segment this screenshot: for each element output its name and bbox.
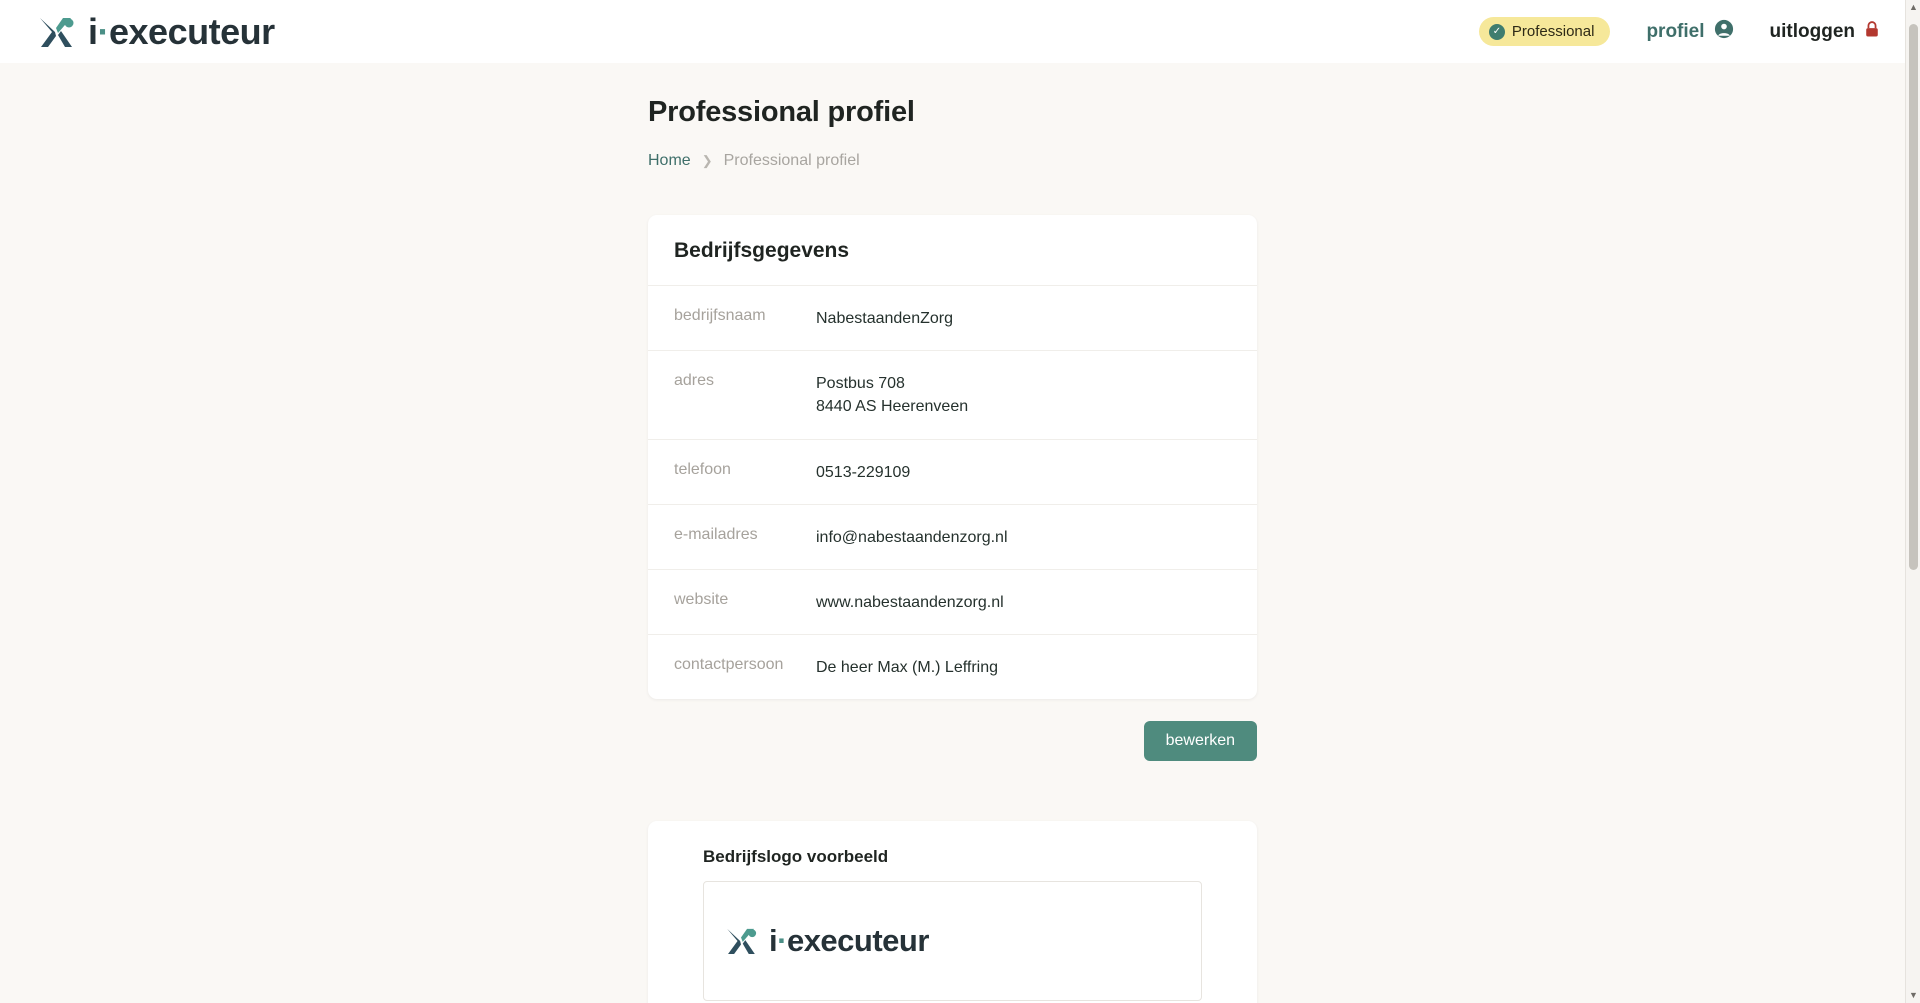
row-label-contactpersoon: contactpersoon bbox=[674, 656, 784, 674]
preview-logo-executeur: executeur bbox=[786, 923, 929, 959]
vertical-scrollbar[interactable] bbox=[1905, 0, 1920, 1003]
row-value-website: www.nabestaandenzorg.nl bbox=[816, 593, 1004, 611]
brand-logo-text bbox=[88, 11, 275, 53]
table-row bbox=[648, 351, 1257, 439]
table-row bbox=[648, 635, 1257, 699]
logo-text-dash: · bbox=[97, 10, 110, 52]
row-value-adres-line2: 8440 AS Heerenveen bbox=[816, 398, 969, 416]
scroll-up-arrow-icon[interactable]: ▲ bbox=[1909, 2, 1918, 12]
page-title: Professional profiel bbox=[648, 96, 915, 128]
chevron-right-icon: ❯ bbox=[701, 153, 713, 168]
row-value-emailadres: info@nabestaandenzorg.nl bbox=[816, 528, 1008, 546]
company-data-card-heading: Bedrijfsgegevens bbox=[648, 215, 1257, 286]
check-circle-icon: ✓ bbox=[1489, 24, 1505, 40]
table-row bbox=[648, 440, 1257, 505]
row-value-adres bbox=[816, 372, 968, 418]
row-label-emailadres: e-mailadres bbox=[674, 525, 758, 543]
x-mark-logo-icon bbox=[34, 10, 78, 54]
company-logo-card bbox=[648, 821, 1257, 1003]
row-value-bedrijfsnaam: NabestaandenZorg bbox=[816, 310, 953, 327]
row-label-website: website bbox=[674, 590, 729, 608]
preview-logo-dash: · bbox=[777, 923, 787, 959]
breadcrumb-item-current: Professional profiel bbox=[723, 152, 860, 169]
nav-link-profiel-label: profiel bbox=[1646, 20, 1705, 42]
scrollbar-thumb[interactable] bbox=[1909, 24, 1918, 570]
table-row bbox=[648, 286, 1257, 351]
company-logo-preview bbox=[703, 881, 1202, 1001]
table-row bbox=[648, 505, 1257, 570]
logo-text-i: i bbox=[88, 10, 98, 52]
brand-logo[interactable] bbox=[34, 10, 275, 54]
status-badge-professional bbox=[1479, 17, 1611, 46]
company-logo-preview-text bbox=[769, 923, 929, 959]
preview-logo-i: i bbox=[769, 923, 778, 959]
nav-link-profiel[interactable] bbox=[1646, 19, 1733, 45]
status-badge-label: Professional bbox=[1511, 23, 1595, 40]
row-value-contactpersoon: De heer Max (M.) Leffring bbox=[816, 659, 998, 677]
lock-icon bbox=[1864, 20, 1880, 44]
edit-button[interactable]: bewerken bbox=[1144, 721, 1257, 761]
row-value-telefoon: 0513-229109 bbox=[816, 463, 911, 481]
breadcrumb bbox=[0, 152, 1920, 170]
company-logo-card-heading: Bedrijfslogo voorbeeld bbox=[703, 847, 889, 867]
top-navigation-bar bbox=[0, 0, 1920, 63]
card-actions bbox=[648, 721, 1257, 761]
row-value-adres-line1: Postbus 708 bbox=[816, 375, 905, 393]
row-label-telefoon: telefoon bbox=[674, 460, 731, 478]
page-scroll-region bbox=[0, 63, 1920, 1003]
table-row bbox=[648, 570, 1257, 635]
top-nav-right-group bbox=[1479, 17, 1880, 46]
row-label-adres: adres bbox=[674, 372, 715, 390]
user-circle-icon bbox=[1714, 19, 1734, 45]
scroll-down-arrow-icon[interactable]: ▼ bbox=[1909, 990, 1918, 1000]
row-label-bedrijfsnaam: bedrijfsnaam bbox=[674, 307, 766, 324]
x-mark-logo-icon bbox=[722, 922, 760, 960]
nav-link-uitloggen[interactable] bbox=[1770, 20, 1880, 44]
nav-link-uitloggen-label: uitloggen bbox=[1769, 20, 1855, 42]
logo-text-executeur: executeur bbox=[109, 10, 275, 52]
breadcrumb-item-home[interactable]: Home bbox=[648, 152, 691, 169]
company-data-card bbox=[648, 215, 1257, 699]
